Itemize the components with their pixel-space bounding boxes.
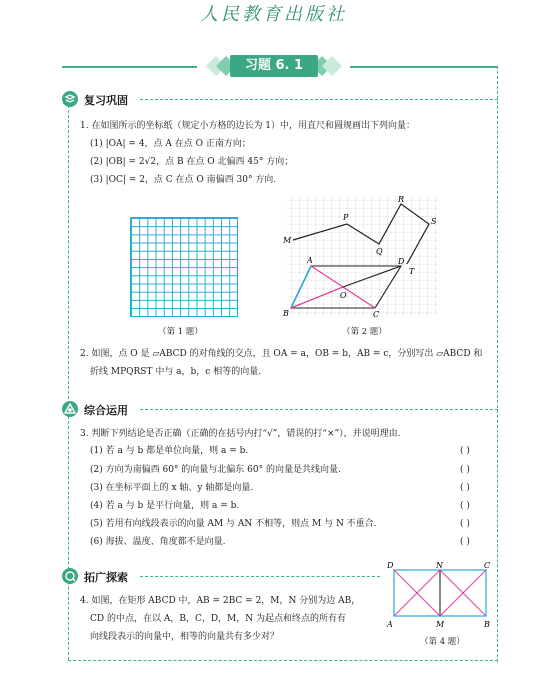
q3-item-1: (1) 若 a 与 b 都是单位向量，则 a = b. bbox=[90, 446, 249, 456]
q3-answer-paren-5[interactable]: ( ) bbox=[460, 519, 470, 529]
figure-2-caption: （第 2 题） bbox=[342, 327, 387, 337]
explore-section-rule bbox=[140, 576, 380, 577]
figure-1-grid bbox=[130, 217, 238, 317]
fig4-label-D: D bbox=[387, 561, 394, 570]
q3-answer-paren-2[interactable]: ( ) bbox=[460, 465, 470, 475]
explore-section-icon bbox=[62, 568, 78, 584]
figure-4-caption: （第 4 题） bbox=[420, 637, 465, 647]
frame-bottom-rule bbox=[68, 660, 498, 661]
fig2-label-O: O bbox=[340, 291, 347, 300]
q1-item-1: (1) |OA| = 4，点 A 在点 O 正南方向； bbox=[90, 139, 251, 149]
fig4-label-A: A bbox=[387, 620, 393, 629]
q4-line-1: 4. 如图，在矩形 ABCD 中，AB = 2BC = 2，M，N 分别为边 AB， bbox=[80, 596, 361, 606]
frame-right-rule bbox=[497, 66, 498, 662]
explore-section-title: 拓广探索 bbox=[84, 571, 128, 584]
fig2-label-Q: Q bbox=[376, 247, 383, 256]
fig2-label-T: T bbox=[409, 267, 415, 276]
fig4-label-B: B bbox=[484, 620, 490, 629]
header-rule-right bbox=[350, 66, 498, 68]
review-section-rule bbox=[140, 99, 498, 100]
q1-item-2: (2) |OB| = 2√2，点 B 在点 O 北偏西 45° 方向； bbox=[90, 157, 294, 167]
figure-4 bbox=[384, 560, 494, 632]
q3-answer-paren-1[interactable]: ( ) bbox=[460, 446, 470, 456]
fig2-label-B: B bbox=[283, 309, 289, 318]
apply-section-title: 综合运用 bbox=[84, 404, 128, 417]
q3-stem: 3. 判断下列结论是否正确（正确的在括号内打“√”，错误的打“×”），并说明理由. bbox=[80, 429, 401, 439]
review-section-title: 复习巩固 bbox=[84, 94, 128, 107]
fig2-label-M: M bbox=[283, 236, 292, 245]
q3-answer-paren-6[interactable]: ( ) bbox=[460, 537, 470, 547]
q3-item-2: (2) 方向为南偏西 60° 的向量与北偏东 60° 的向量是共线向量. bbox=[90, 465, 341, 475]
q1-stem: 1. 在如图所示的坐标纸（规定小方格的边长为 1）中，用直尺和圆规画出下列向量： bbox=[80, 121, 416, 131]
fig2-label-P: P bbox=[343, 213, 349, 222]
fig2-label-S: S bbox=[431, 217, 437, 226]
fig2-label-R: R bbox=[398, 195, 405, 204]
figure-2 bbox=[283, 192, 443, 322]
fig4-label-C: C bbox=[484, 561, 491, 570]
q2-line-1: 2. 如图，点 O 是 ▱ABCD 的对角线的交点，且 OA = a，OB = b，AB = c，分别写出 ▱ABCD 和 bbox=[80, 349, 483, 359]
exercise-title: 习题 6. 1 bbox=[230, 55, 318, 77]
publisher-name: 人民教育出版社 bbox=[200, 4, 347, 25]
q3-answer-paren-3[interactable]: ( ) bbox=[460, 483, 470, 493]
fig2-label-D: D bbox=[398, 257, 405, 266]
q3-item-4: (4) 若 a 与 b 是平行向量，则 a = b. bbox=[90, 501, 240, 511]
header-rule-left bbox=[62, 66, 197, 68]
q1-item-3: (3) |OC| = 2，点 C 在点 O 南偏西 30° 方向. bbox=[90, 175, 277, 185]
fig2-label-A: A bbox=[307, 256, 313, 265]
q3-item-3: (3) 在坐标平面上的 x 轴、y 轴都是向量. bbox=[90, 483, 254, 493]
apply-section-rule bbox=[140, 409, 498, 410]
q2-line-2: 折线 MPQRST 中与 a，b，c 相等的向量. bbox=[90, 367, 262, 377]
q3-item-5: (5) 若用有向线段表示的向量 AM 与 AN 不相等，则点 M 与 N 不重合. bbox=[90, 519, 377, 529]
q4-line-2: CD 的中点，在以 A，B，C，D，M，N 为起点和终点的所有有 bbox=[90, 614, 346, 624]
fig4-label-N: N bbox=[436, 561, 443, 570]
apply-section-icon bbox=[62, 401, 78, 417]
banner-deco-right bbox=[312, 54, 352, 78]
review-section-icon bbox=[62, 91, 78, 107]
figure-1-caption: （第 1 题） bbox=[158, 327, 203, 337]
q4-line-3: 向线段表示的向量中，相等的向量共有多少对？ bbox=[90, 632, 280, 642]
fig2-label-C: C bbox=[373, 310, 380, 319]
q3-item-6: (6) 海拔、温度、角度都不是向量. bbox=[90, 537, 226, 547]
fig4-label-M: M bbox=[436, 620, 445, 629]
q3-answer-paren-4[interactable]: ( ) bbox=[460, 501, 470, 511]
